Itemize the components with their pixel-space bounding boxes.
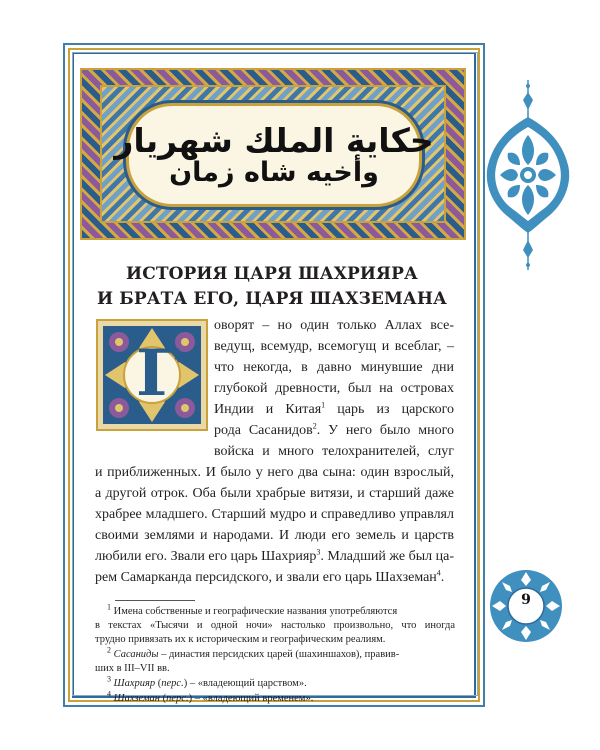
footnote-1-line-3: трудно привязать их к историческим и географическим реалиям. <box>95 634 386 645</box>
calligraphy-line-2: وأخيه شاه زمان <box>169 157 379 188</box>
body-line-2: ведущ, всемудр, всемогущ и всеблаг, – <box>214 339 454 354</box>
footnote-ref-3[interactable]: 3 <box>316 547 321 557</box>
body-line-11: своими землями и народами. И люди его земель и царств <box>95 528 454 543</box>
footnote-2-line-2: ших в III–VII вв. <box>95 663 170 674</box>
footnote-2-line-1: $^2$ Сасаниды – династия персидских царей (шахиншахов), правив- <box>107 645 400 660</box>
body-line-5: Индии и Китая$^1$ царь из царского <box>214 400 454 417</box>
body-line-8: и приближенных. И было у него два сына: один взрослый, <box>95 465 454 480</box>
footnote-ref-4[interactable]: 4 <box>436 568 441 578</box>
body-line-1: оворят – но один только Аллах все- <box>214 318 454 333</box>
footnote-ref-2[interactable]: 2 <box>312 421 317 431</box>
body-line-9: а другой отрок. Оба были храбрые витязи, и старший даже <box>95 486 454 501</box>
body-line-7: войска и много телохранителей, слуг <box>214 444 454 459</box>
body-line-3: что некогда, в давно минувшие дни <box>214 360 454 375</box>
body-line-10: храбрее младшего. Старший мудро и справедливо управлял <box>95 507 454 522</box>
drop-cap-letter: Г <box>136 336 181 411</box>
footnote-1-line-1: $^1$ Имена собственные и географические названия употребляются <box>107 602 398 617</box>
page-number: 9 <box>521 592 531 608</box>
footnote-divider <box>115 600 195 601</box>
footnote-3: $^3$ Шахрияр (перс.) – «владеющий царством». <box>107 674 307 689</box>
footnote-1-line-2: в текстах «Тысячи и одной ночи» настолько произвольно, что иногда <box>95 620 455 631</box>
chapter-title-line-1: ИСТОРИЯ ЦАРЯ ШАХРИЯРА <box>126 264 418 284</box>
body-line-12: любили его. Звали его царь Шахрияр$^3$. Младший же был ца- <box>95 547 454 564</box>
calligraphy-line-1: حكاية الملك شهريار <box>114 121 434 160</box>
footnote-4: $^4$ Шахземан (перс.) – «владеющий временем». <box>107 689 314 704</box>
body-line-4: глубокой древности, был на островах <box>214 381 454 396</box>
footnote-ref-1[interactable]: 1 <box>321 400 326 410</box>
chapter-title-line-2: И БРАТА ЕГО, ЦАРЯ ШАХЗЕМАНА <box>97 289 447 309</box>
body-line-6: рода Сасанидов$^2$. У него было много <box>214 421 454 438</box>
body-line-13: рем Самарканда персидского, и звали его царь Шахземан$^4$. <box>95 568 445 585</box>
